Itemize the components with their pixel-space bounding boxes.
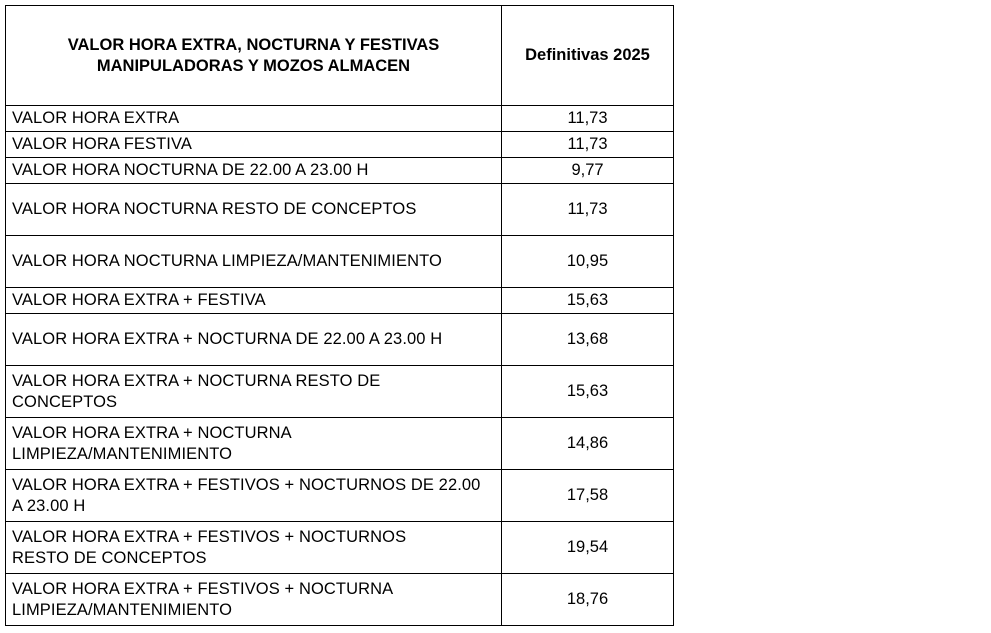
- value-cell: 10,95: [502, 236, 674, 288]
- table-row: [6, 158, 674, 184]
- table-row: [6, 314, 674, 366]
- value-cell: 11,73: [502, 132, 674, 158]
- concept-cell: VALOR HORA EXTRA + FESTIVOS + NOCTURNA LIMPIEZA/MANTENIMIENTO: [6, 574, 502, 626]
- table-row: [6, 106, 674, 132]
- table-row: [6, 132, 674, 158]
- table-row: [6, 288, 674, 314]
- value-cell: 17,58: [502, 470, 674, 522]
- value-cell: 18,76: [502, 574, 674, 626]
- table-row: [6, 184, 674, 236]
- concept-column-header: VALOR HORA EXTRA, NOCTURNA Y FESTIVAS MANIPULADORAS Y MOZOS ALMACEN: [6, 6, 502, 106]
- value-cell: 15,63: [502, 366, 674, 418]
- rates-table: [5, 5, 674, 626]
- table-row: [6, 574, 674, 626]
- concept-cell: VALOR HORA EXTRA + NOCTURNA RESTO DE CONCEPTOS: [6, 366, 502, 418]
- value-cell: 9,77: [502, 158, 674, 184]
- value-cell: 11,73: [502, 106, 674, 132]
- value-cell: 14,86: [502, 418, 674, 470]
- value-cell: 13,68: [502, 314, 674, 366]
- concept-cell: VALOR HORA EXTRA + FESTIVA: [6, 288, 502, 314]
- concept-cell: VALOR HORA EXTRA: [6, 106, 502, 132]
- concept-cell: VALOR HORA FESTIVA: [6, 132, 502, 158]
- value-cell: 11,73: [502, 184, 674, 236]
- concept-cell: VALOR HORA EXTRA + NOCTURNA DE 22.00 A 23.00 H: [6, 314, 502, 366]
- table-row: [6, 366, 674, 418]
- table-row: [6, 236, 674, 288]
- concept-cell: VALOR HORA EXTRA + NOCTURNA LIMPIEZA/MANTENIMIENTO: [6, 418, 502, 470]
- concept-cell: VALOR HORA NOCTURNA DE 22.00 A 23.00 H: [6, 158, 502, 184]
- table-row: [6, 522, 674, 574]
- concept-cell: VALOR HORA NOCTURNA RESTO DE CONCEPTOS: [6, 184, 502, 236]
- concept-cell: VALOR HORA EXTRA + FESTIVOS + NOCTURNOS RESTO DE CONCEPTOS: [6, 522, 502, 574]
- concept-cell: VALOR HORA EXTRA + FESTIVOS + NOCTURNOS DE 22.00 A 23.00 H: [6, 470, 502, 522]
- value-cell: 19,54: [502, 522, 674, 574]
- value-cell: 15,63: [502, 288, 674, 314]
- table-row: [6, 470, 674, 522]
- concept-cell: VALOR HORA NOCTURNA LIMPIEZA/MANTENIMIENTO: [6, 236, 502, 288]
- table-row: [6, 418, 674, 470]
- value-column-header: Definitivas 2025: [502, 6, 674, 106]
- table-header-row: [6, 6, 674, 106]
